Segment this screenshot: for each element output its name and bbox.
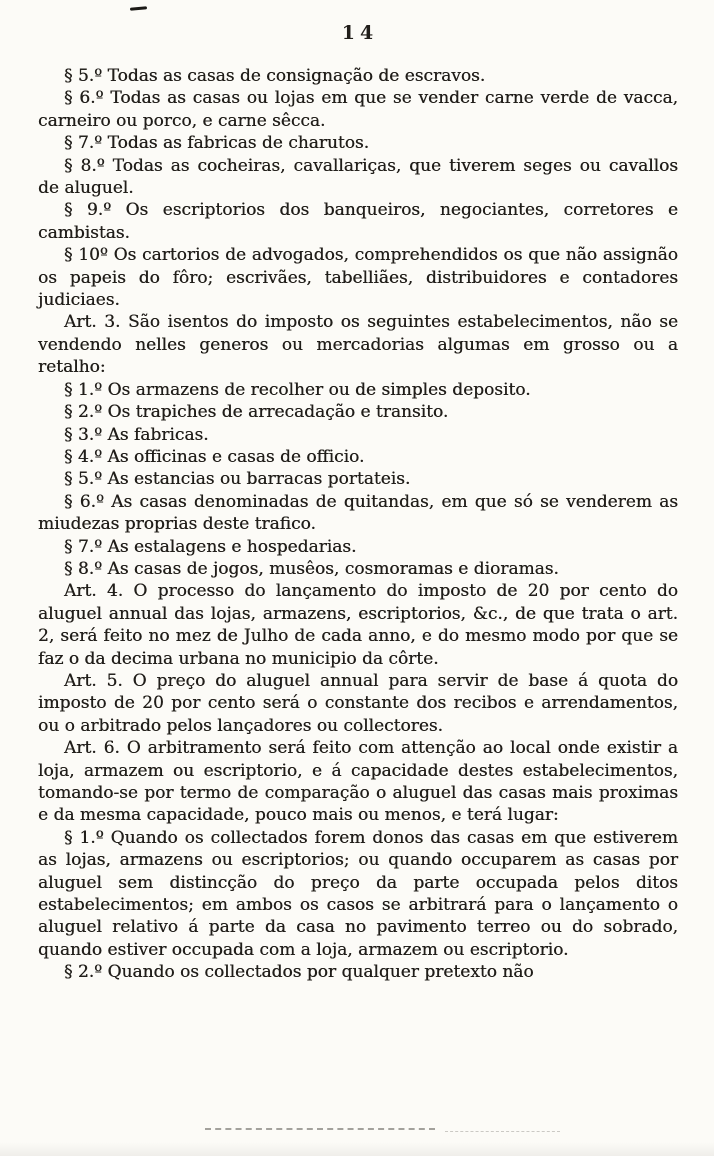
paragraph: § 5.º Todas as casas de consignação de escravos. [64,66,486,86]
paragraph: Art. 4. O processo do lançamento do imposto de 20 por cento do aluguel annual das lojas, armazens, escriptorios, &c., de que trata o art. 2, será feito no mez de Julho de cada anno, e do mesmo modo por que se faz o da decima urbana no municipio da côrte. [38,581,678,669]
paragraph: § 4.º As officinas e casas de officio. [64,446,365,467]
scan-artifact-top-mark [130,6,147,10]
paragraph: § 5.º As estancias ou barracas portateis. [64,469,411,490]
scan-artifact-bottom-line-faint [445,1131,560,1132]
paragraph: § 6.º Todas as casas ou lojas em que se vender carne verde de vacca, carneiro ou porco, e carne sêcca. [38,88,678,131]
paragraph: § 6.º As casas denominadas de quitandas, em que só se venderem as miudezas proprias deste trafico. [38,491,678,535]
scan-artifact-bottom-line [205,1128,435,1130]
paragraph: § 1.º Quando os collectados forem donos das casas em que estiverem as lojas, armazens ou escriptorios; ou quando occuparem as casas por aluguel sem distincção do preço da parte occupada pelos ditos estabelecimentos; em ambos os casos se arbitrará para o lançamento o aluguel relativo á parte da casa no pavimento terreo ou do sobrado, quando estiver occupada com a loja, armazem ou escriptorio. [38,827,678,960]
paragraph: § 2.º Os trapiches de arrecadação e transito. [64,402,449,423]
paragraph: § 7.º As estalagens e hospedarias. [64,536,357,557]
paragraph: § 2.º Quando os collectados por qualquer pretexto não [64,962,534,983]
paragraph: § 10º Os cartorios de advogados, comprehendidos os que não assignão os papeis do fôro; escrivães, tabelliães, distribuidores e contadores judiciaes. [38,245,678,311]
page-number: 14 [341,22,379,44]
paragraph: § 8.º As casas de jogos, musêos, cosmoramas e dioramas. [64,558,559,579]
document-text [38,65,678,984]
paragraph: Art. 6. O arbitramento será feito com attenção ao local onde existir a loja, armazem ou escriptorio, e á capacidade destes estabelecimentos, tomando-se por termo de comparação o aluguel das casas mais proximas e da mesma capacidade, pouco mais ou menos, e terá lugar: [38,738,678,826]
paragraph: § 8.º Todas as cocheiras, cavallariças, que tiverem seges ou cavallos de aluguel. [38,155,678,199]
paragraph: Art. 5. O preço do aluguel annual para servir de base á quota do imposto de 20 por cento será o constante dos recibos e arrendamentos, ou o arbitrado pelos lançadores ou collectores. [38,670,678,736]
paragraph: § 1.º Os armazens de recolher ou de simples deposito. [64,379,531,400]
paragraph: Art. 3. São isentos do imposto os seguintes estabelecimentos, não se vendendo nelles generos ou mercadorias algumas em grosso ou a retalho: [38,312,678,378]
paragraph: § 9.º Os escriptorios dos banqueiros, negociantes, corretores e cambistas. [38,200,678,243]
paragraph: § 3.º As fabricas. [64,424,209,445]
paragraph: § 7.º Todas as fabricas de charutos. [64,133,370,154]
